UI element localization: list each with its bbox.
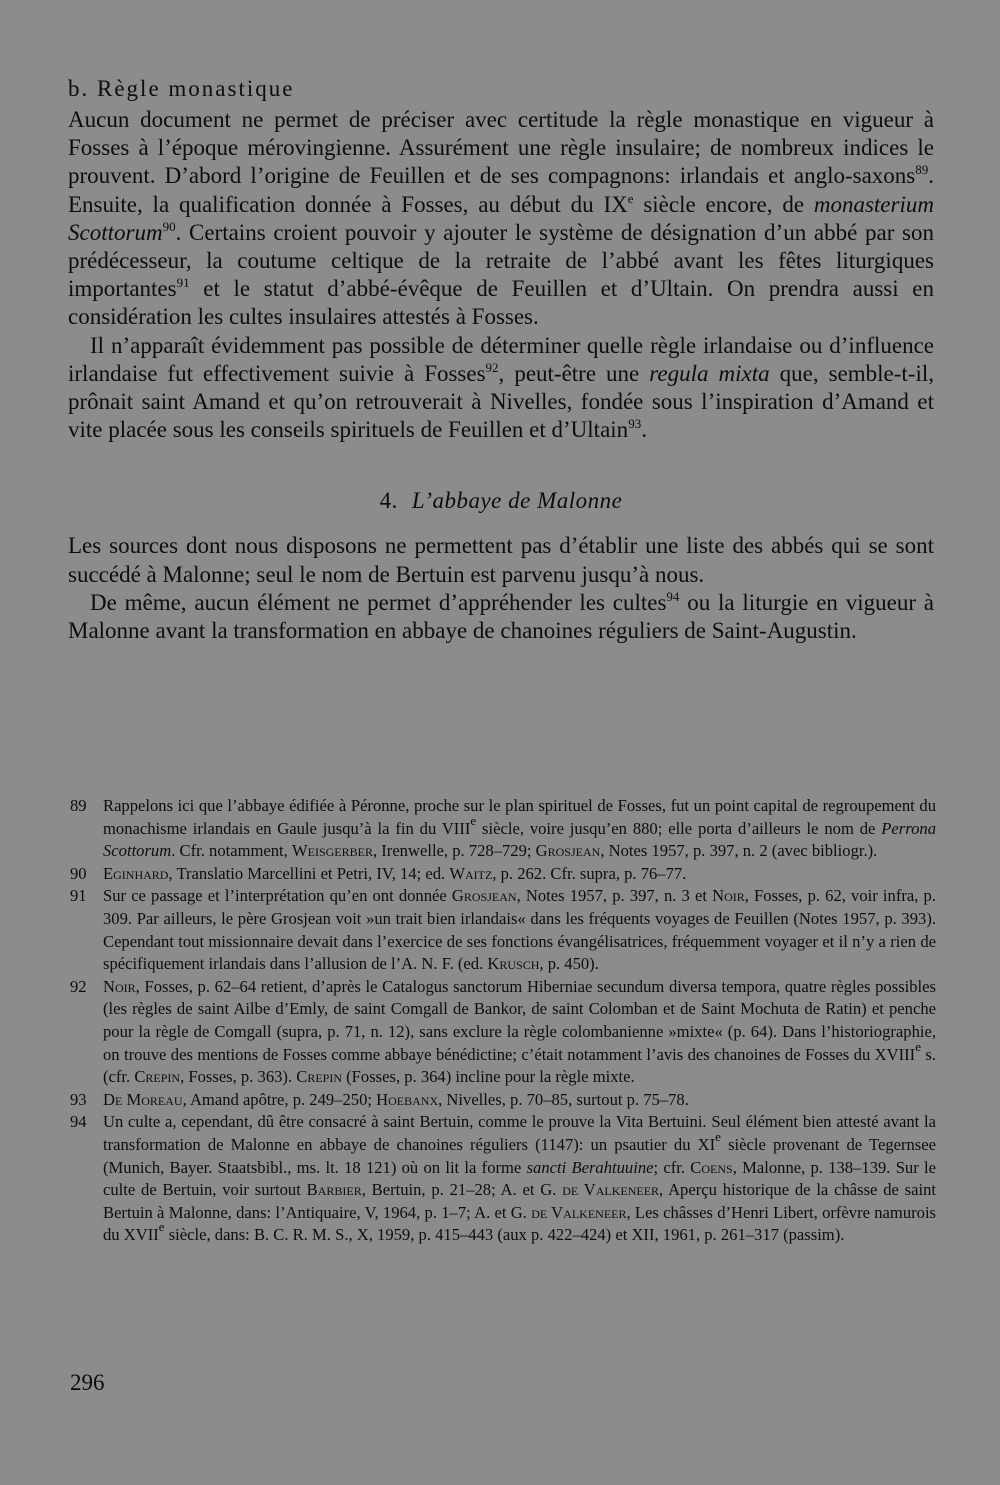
text-run: . Certains croient pouvoir y ajouter le système de désignation d’un abbé par son prédécesseur, la coutume celtique de la retraite de l’abbé avant les fêtes liturgiques importantes — [68, 219, 934, 302]
text-run: De même, aucun élément ne permet d’appréhender les cultes — [90, 589, 667, 615]
text-run: ou la liturgie en vigueur à Malonne avant la transformation en abbaye de chanoines réguliers de Saint-Augustin. — [68, 589, 934, 644]
footnote — [70, 1089, 936, 1112]
text-run: Les sources dont nous disposons ne permettent pas d’établir une liste des abbés qui se sont succédé à Malonne; seul le nom de Bertuin est parvenu jusqu’à nous. — [68, 533, 934, 587]
text-run: que, semble-t-il, prônait saint Amand et qu’on retrouverait à Nivelles, fondée sous l’inspiration d’Amand et vite placée sous les conseils spirituels de Feuillen et d’Ultain — [68, 360, 934, 443]
note-reference: e — [627, 190, 634, 206]
text-run: , Les châsses d’Henri Libert, orfèvre namurois du XVII — [103, 1202, 937, 1245]
text-run: , Irenwelle, p. 728–729; — [372, 841, 536, 861]
page-number: 296 — [70, 1370, 105, 1395]
text-run: , p. 262. Cfr. supra, p. 76–77. — [492, 863, 687, 883]
paragraph — [68, 106, 934, 332]
text-run: , Malonne, p. 138–139. Sur le culte de Bertuin, voir surtout — [103, 1157, 936, 1200]
text-run: (Fosses, p. 364) incline pour la règle mixte. — [342, 1067, 635, 1087]
paragraph — [68, 332, 934, 445]
paragraph — [68, 532, 934, 588]
author-name: Eginhard — [103, 863, 169, 883]
text-run: , p. 450). — [539, 954, 599, 974]
author-name: de Valkeneer — [531, 1202, 627, 1222]
text-run: , Fosses, p. 363). — [180, 1067, 297, 1087]
footnote-text — [103, 976, 936, 1089]
footnotes — [70, 795, 936, 1247]
chapter-title: L’abbaye de Malonne — [411, 488, 623, 514]
page-body — [68, 76, 934, 645]
text-run: Rappelons ici que l’abbaye édifiée à Péronne, proche sur le plan spirituel de Fosses, fut un point capital de regroupement du monachisme irlandais en Gaule jusqu’à la fin du VIII — [103, 796, 936, 838]
text-run: , Amand apôtre, p. 249–250; — [182, 1089, 377, 1109]
chapter-heading — [68, 488, 934, 514]
note-reference: e — [470, 812, 477, 828]
footnote — [70, 863, 936, 886]
author-name: Coens — [690, 1157, 733, 1177]
footnote-number: 94 — [70, 1112, 87, 1132]
footnote-number: 92 — [70, 976, 87, 996]
text-run: Il n’apparaît évidemment pas possible de déterminer quelle règle irlandaise ou d’influence irlandaise fut effectivement suivie à Fosses — [68, 332, 934, 386]
text-run: Sur ce passage et l’interprétation qu’en ont donnée — [103, 886, 452, 906]
text-run: et le statut d’abbé-évêque de Feuillen et d’Ultain. On prendra aussi en considération les cultes insulaires attestés à Fosses. — [68, 276, 934, 330]
note-reference: e — [715, 1128, 721, 1144]
text-run: siècle encore, de — [633, 191, 814, 217]
text-run: s. (cfr. — [103, 1044, 936, 1087]
note-reference: 92 — [485, 359, 499, 375]
footnote-text — [103, 1111, 936, 1247]
paragraph — [68, 589, 934, 645]
italic-text: monasterium Scottorum — [68, 191, 934, 245]
footnote-text — [103, 863, 936, 886]
text-run: , Bertuin, p. 21–28; A. et G. — [361, 1180, 563, 1200]
author-name: Noir — [712, 886, 745, 906]
author-name: Krusch — [487, 954, 540, 974]
footnote-text — [103, 1089, 936, 1112]
note-reference: e — [915, 1038, 921, 1054]
text-run: siècle provenant de Tegernsee (Munich, Bayer. Staatsbibl., ms. lt. 18 121) où on lit la forme — [103, 1134, 936, 1177]
italic-text: sancti Berahtuuine — [526, 1157, 654, 1177]
note-reference: 90 — [162, 218, 176, 234]
text-run: ; cfr. — [653, 1157, 691, 1177]
text-run: , Fosses, p. 62–64 retient, d’après le Catalogus sanctorum Hiberniae secundum diversa tempora, quatre règles possibles (les règles de saint Ailbe d’Emly, de saint Comgall de Bankor, de saint Colomban et de Saint Mochuta de Ratin) et penche pour la règle de Comgall (supra, p. 71, n. 12), sans exclure la règle colombanienne »mixte« (p. 64). Dans l’historiographie, on trouve des mentions de Fosses comme abbaye bénédictine; c’était notamment l’avis des chanoines de Fosses du XVIII — [103, 976, 936, 1064]
section-heading-regle-monastique: b. Règle monastique — [68, 76, 295, 101]
note-reference: e — [158, 1219, 165, 1235]
author-name: De Moreau — [103, 1089, 183, 1109]
italic-text: regula mixta — [649, 360, 770, 386]
text-run: , Nivelles, p. 70–85, surtout p. 75–78. — [438, 1089, 689, 1109]
text-run: , Aperçu historique de la châsse de saint Bertuin à Malonne, dans: l’Antiquaire, V, 1964, p. 1–7; A. et G. — [103, 1180, 936, 1222]
note-reference: 89 — [915, 162, 929, 178]
note-reference: 91 — [176, 275, 190, 291]
note-reference: 94 — [666, 588, 680, 604]
author-name: Weisgerber — [291, 841, 373, 861]
footnote — [70, 1111, 936, 1247]
footnote — [70, 885, 936, 975]
italic-text: Perrona Scottorum — [103, 818, 936, 861]
text-run: siècle, dans: B. C. R. M. S., X, 1959, p. 415–443 (aux p. 422–424) et XII, 1961, p. 261–317 (passim). — [164, 1225, 845, 1245]
text-run: , peut-être une — [498, 360, 650, 386]
author-name: Waitz — [449, 863, 493, 883]
footnote-number: 93 — [70, 1089, 87, 1109]
text-run: siècle, voire jusqu’en 880; elle porta d’ailleurs le nom de — [476, 818, 882, 838]
author-name: de Valkeneer — [562, 1180, 660, 1200]
chapter-number: 4. — [379, 488, 398, 514]
text-run: , Notes 1957, p. 397, n. 3 et — [516, 886, 713, 906]
author-name: Barbier — [306, 1180, 362, 1200]
author-name: Grosjean — [535, 841, 601, 861]
text-run: , Fosses, p. 62, voir infra, p. 309. Par ailleurs, le père Grosjean voit »un trait bien irlandais« dans les fréquents voyages de Feuillen (Notes 1957, p. 393). Cependant tout missionnaire devait dans l’exercice de ses fonctions évangélisatrices, fréquemment voyager et il n’y a rien de spécifiquement irlandais dans l’allusion de l’A. N. F. (ed. — [103, 886, 936, 974]
author-name: Crepin — [134, 1067, 181, 1087]
footnote-text — [103, 885, 936, 975]
author-name: Hoebanx — [376, 1089, 439, 1109]
text-run: . — [641, 417, 647, 443]
footnote-number: 91 — [70, 886, 87, 906]
text-run: , Translatio Marcellini et Petri, IV, 14; ed. — [168, 863, 450, 883]
note-reference: 93 — [628, 416, 642, 432]
author-name: Grosjean — [451, 886, 517, 906]
author-name: Noir — [103, 976, 136, 996]
footnote-number: 89 — [70, 796, 87, 815]
text-run: , Notes 1957, p. 397, n. 2 (avec bibliogr.). — [600, 841, 878, 861]
text-run: . Cfr. notamment, — [171, 841, 292, 861]
text-run: Aucun document ne permet de préciser avec certitude la règle monastique en vigueur à Fosses à l’époque mérovingienne. Assurément une règle insulaire; de nombreux indices le prouvent. D’abord l’origine de Feuillen et de ses compagnons: irlandais et anglo-saxons — [68, 107, 934, 189]
footnote-number: 90 — [70, 863, 87, 883]
footnote-text — [103, 795, 936, 863]
author-name: Crepin — [296, 1067, 342, 1087]
footnote — [70, 976, 936, 1089]
text-run: Un culte a, cependant, dû être consacré à saint Bertuin, comme le prouve la Vita Bertuini. Seul élément bien attesté avant la transformation de Malonne en abbaye de chanoines réguliers (1147): un psautier du XI — [103, 1112, 936, 1154]
text-run: . Ensuite, la qualification donnée à Fosses, au début du IX — [68, 163, 934, 217]
footnote — [70, 795, 936, 863]
